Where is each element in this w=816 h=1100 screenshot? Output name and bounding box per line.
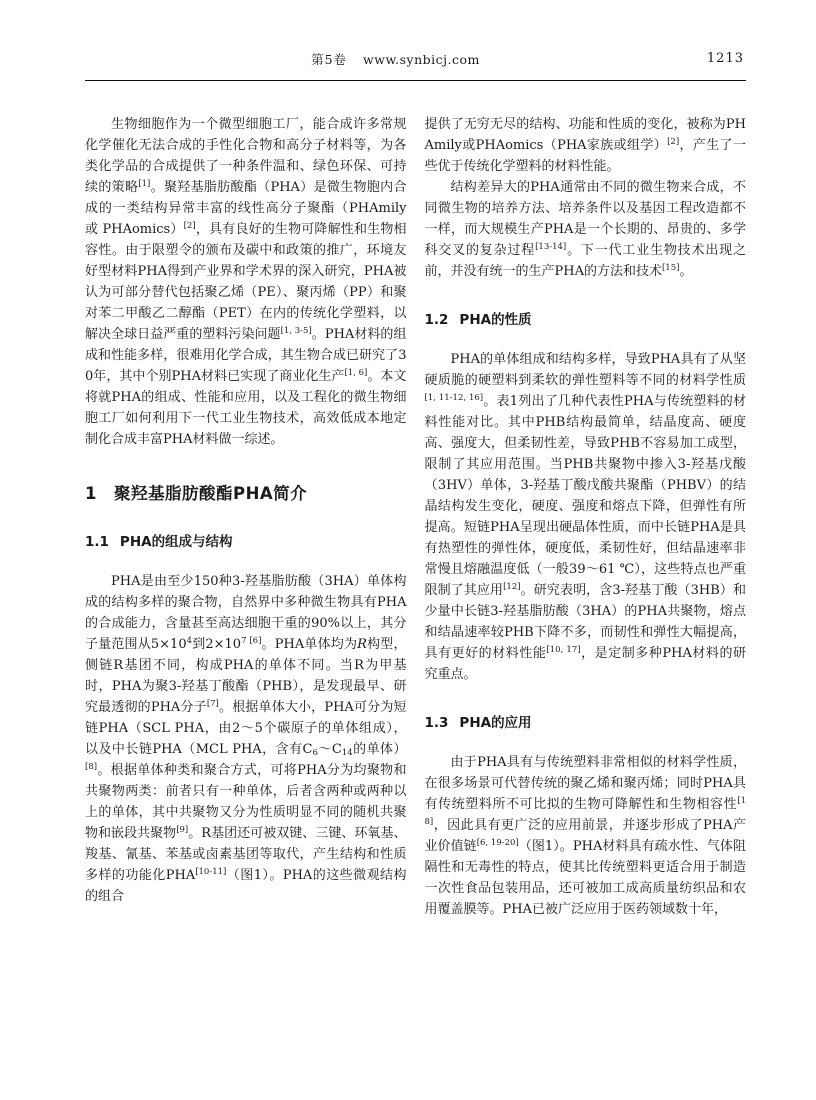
page-header bbox=[85, 50, 746, 70]
content-columns bbox=[85, 114, 746, 920]
section-1-1-heading bbox=[85, 530, 407, 550]
page-number: 1213 bbox=[706, 51, 744, 66]
right-column bbox=[425, 114, 747, 920]
left-column bbox=[85, 114, 407, 920]
header-rule bbox=[85, 80, 746, 81]
section-1-2-heading bbox=[425, 308, 747, 328]
section-1-number: 1 bbox=[85, 484, 97, 503]
journal-url: www.synbicj.com bbox=[363, 52, 480, 67]
section-1-1-number: 1.1 bbox=[85, 534, 109, 550]
section-1-3-title: PHA的应用 bbox=[459, 715, 532, 731]
section-1-2-title: PHA的性质 bbox=[459, 312, 532, 328]
section-1-3-number: 1.3 bbox=[424, 715, 449, 731]
paragraph-pha-properties: PHA的单体组成和结构多样，导致PHA具有了从坚硬质脆的硬塑料到柔软的弹性塑料等不同的材料学性质[1, 11-12, 16]。表1列出了几种代表性PHA与传统塑料的材料性能对比。其中PHB结构最简单，结晶度高、硬度高、强度大，但柔韧性差，导致PHB不容易加工成型，限制了其应用范围。当PHB共聚物中掺入3-羟基戊酸（3HV）单体，3-羟基丁酸戊酸共聚酯（PHBV）的结晶结构发生变化，硬度、强度和熔点下降，但弹性有所提高。短链PHA呈现出硬晶体性质，而中长链PHA是具有热塑性的弹性体，硬度低，柔韧性好，但结晶速率非常慢且熔融温度低（一般39～61 ℃），这些特点也严重限制了其应用[12]。研究表明，含3-羟基丁酸（3HB）和少量中长链3-羟基脂肪酸（3HA）的PHA共聚物，熔点和结晶速率较PHB下降不多，而韧性和弹性大幅提高，具有更好的材料性能[10, 17]，是定制多种PHA材料的研究重点。 bbox=[424, 352, 746, 682]
paragraph-pha-production: 结构差异大的PHA通常由不同的微生物来合成，不同微生物的培养方法、培养条件以及基因工程改造都不一样，而大规模生产PHA是一个长期的、昂贵的、多学科交叉的复杂过程[13-14]。下一代工业生物技术出现之前，并没有统一的生产PHA的方法和技术[15]。 bbox=[424, 180, 746, 279]
volume-label: 第5卷 bbox=[311, 52, 348, 67]
paragraph-intro: 生物细胞作为一个微型细胞工厂，能合成许多常规化学催化无法合成的手性化合物和高分子材料等，为各类化学品的合成提供了一种条件温和、绿色环保、可持续的策略[1]。聚羟基脂肪酸酯（PHA）是微生物胞内合成的一类结构异常丰富的线性高分子聚酯（PHAmily 或 PHAomics）[2]，具有良好的生物可降解性和生物相容性。由于限塑令的颁布及碳中和政策的推广，环境友好型材料PHA得到产业界和学术界的深入研究，PHA被认为可部分替代包括聚乙烯（PE）、聚丙烯（PP）和聚对苯二甲酸乙二醇酯（PET）在内的传统化学塑料，以解决全球日益严重的塑料污染问题[1, 3-5]。PHA材料的组成和性能多样，很难用化学合成，其生物合成已研究了30年，其中个别PHA材料已实现了商业化生产[1, 6]。本文将就PHA的组成、性能和应用，以及工程化的微生物细胞工厂如何利用下一代工业生物技术，高效低成本地定制化合成丰富PHA材料做一综述。 bbox=[85, 117, 407, 447]
paragraph-pha-composition: PHA是由至少150种3-羟基脂肪酸（3HA）单体构成的结构多样的聚合物，自然界中多种微生物具有PHA的合成能力，含量甚至高达细胞干重的90%以上，其分子量范围从$5\times 10^4$到$2\times 10^{7 [6]}$。PHA单体均为R构型，侧链R基团不同，构成PHA的单体不同。当R为甲基时，PHA为聚3-羟基丁酸酯（PHB），是发现最早、研究最透彻的PHA分子[7]。根据单体大小，PHA可分为短链PHA（SCL PHA，由2～5个碳原子的单体组成），以及中长链PHA（MCL PHA，含有$C_6\sim C_{14}$的单体）[8]。根据单体种类和聚合方式，可将PHA分为均聚物和共聚物两类：前者只有一种单体，后者含两种或两种以上的单体，其中共聚物又分为性质明显不同的随机共聚物和嵌段共聚物[9]。R基团还可被双键、三键、环氧基、羧基、氰基、苯基或卤素基团等取代，产生结构和性质多样的功能化PHA[10-11]（图1）。PHA的这些微观结构的组合 bbox=[85, 574, 407, 904]
section-1-heading bbox=[85, 480, 407, 504]
section-1-1-title: PHA的组成与结构 bbox=[119, 534, 233, 550]
section-1-2-number: 1.2 bbox=[424, 312, 449, 328]
section-1-title: 聚羟基脂肪酸酯PHA简介 bbox=[113, 484, 308, 503]
paragraph-structure-continuation: 提供了无穷无尽的结构、功能和性质的变化，被称为PHAmily或PHAomics（PHA家族或组学）[2]，产生了一些优于传统化学塑料的材料性能。 bbox=[424, 117, 746, 174]
paragraph-pha-applications: 由于PHA具有与传统塑料非常相似的材料学性质，在很多场景可代替传统的聚乙烯和聚丙烯；同时PHA具有传统塑料所不可比拟的生物可降解性和生物相容性[18]，因此具有更广泛的应用前景，并逐步形成了PHA产业价值链[6, 19-20]（图1）。PHA材料具有疏水性、气体阻隔性和无毒性的特点，使其比传统塑料更适合用于制造一次性食品包装用品，还可被加工成高质量纺织品和农用覆盖膜等。PHA已被广泛应用于医药领域数十年， bbox=[424, 755, 746, 917]
section-1-3-heading bbox=[425, 711, 747, 731]
journal-info bbox=[85, 50, 706, 68]
